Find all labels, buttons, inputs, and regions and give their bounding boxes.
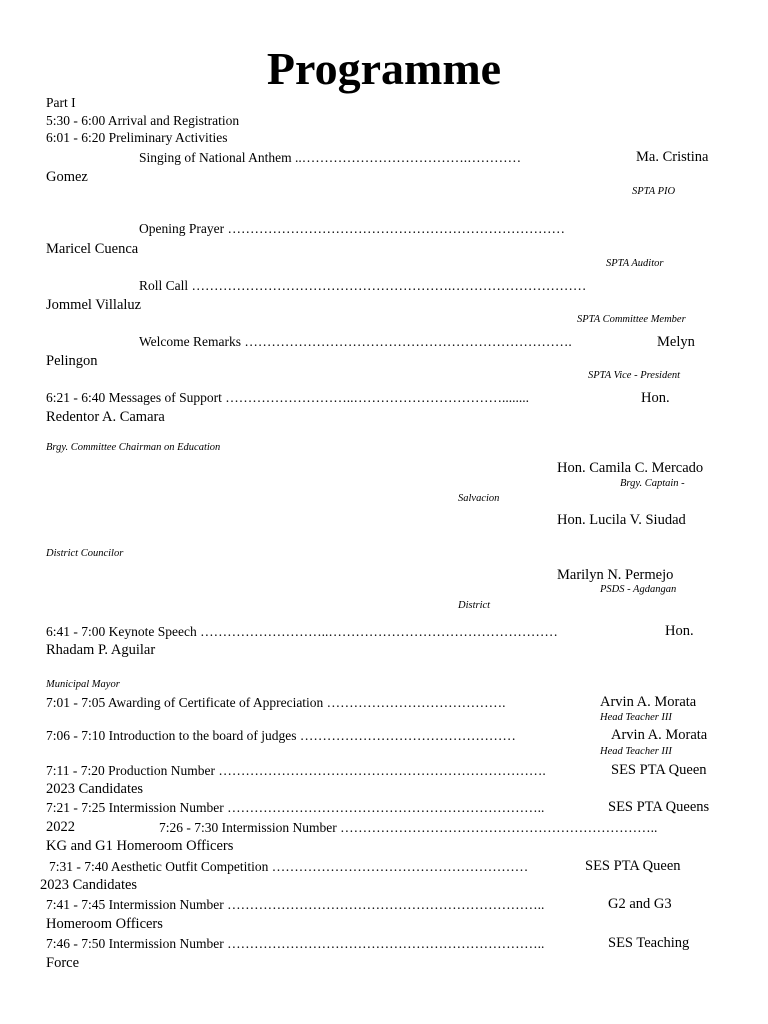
awarding-name: Arvin A. Morata — [600, 694, 697, 710]
rollcall-label: Roll Call ………………………………………………….………………………… — [139, 278, 587, 293]
intermission-2-label: 7:26 - 7:30 Intermission Number …………………………………………………………….. — [159, 820, 658, 835]
page-title: Programme — [266, 43, 502, 94]
keynote-name-cont: Rhadam P. Aguilar — [46, 642, 156, 658]
support-role-4-cont: District — [458, 600, 491, 611]
production-label: 7:11 - 7:20 Production Number ………………………………………………………………. — [46, 763, 546, 778]
production-name-cont: 2023 Candidates — [46, 781, 144, 797]
keynote-label: 6:41 - 7:00 Keynote Speech ………………………..…………………………………………… — [46, 624, 558, 639]
intermission-2-name: KG and G1 Homeroom Officers — [46, 838, 234, 854]
intermission-3-name: G2 and G3 — [608, 896, 672, 912]
prayer-label: Opening Prayer ………………………………………………………………… — [139, 221, 565, 236]
intro-role: Head Teacher III — [600, 746, 672, 757]
intermission-1-name-cont: 2022 — [46, 819, 75, 835]
prayer-role: SPTA Auditor — [606, 258, 664, 269]
awarding-role: Head Teacher III — [600, 712, 672, 723]
schedule-arrival: 5:30 - 6:00 Arrival and Registration — [46, 113, 240, 128]
support-name-cont: Redentor A. Camara — [46, 409, 165, 425]
anthem-label: Singing of National Anthem ..……………………………….………… — [139, 150, 522, 165]
support-role: Brgy. Committee Chairman on Education — [46, 442, 221, 453]
rollcall-name: Jommel Villaluz — [46, 297, 142, 313]
outfit-name: SES PTA Queen — [585, 858, 681, 874]
intermission-1-label: 7:21 - 7:25 Intermission Number …………………………………………………………….. — [46, 800, 545, 815]
anthem-role: SPTA PIO — [632, 186, 676, 197]
anthem-name-cont: Gomez — [46, 169, 88, 185]
support-name: Hon. — [641, 390, 670, 406]
intermission-4-name: SES Teaching — [608, 935, 690, 951]
support-role-2: Brgy. Captain - — [620, 478, 685, 489]
intro-name: Arvin A. Morata — [611, 727, 708, 743]
part-label: Part I — [46, 95, 76, 110]
intermission-4-name-cont: Force — [46, 955, 80, 971]
prayer-name: Maricel Cuenca — [46, 241, 139, 257]
support-name-2: Hon. Camila C. Mercado — [557, 460, 704, 476]
welcome-role: SPTA Vice - President — [588, 370, 681, 381]
welcome-name: Melyn — [657, 334, 695, 350]
keynote-name: Hon. — [665, 623, 694, 639]
support-name-4: Marilyn N. Permejo — [557, 567, 674, 583]
keynote-role: Municipal Mayor — [46, 679, 120, 690]
anthem-name: Ma. Cristina — [636, 149, 709, 165]
support-label: 6:21 - 6:40 Messages of Support ………………………..……………………………........ — [46, 390, 529, 405]
intermission-3-name-cont: Homeroom Officers — [46, 916, 163, 932]
outfit-name-cont: 2023 Candidates — [40, 877, 138, 893]
schedule-preliminary: 6:01 - 6:20 Preliminary Activities — [46, 130, 228, 145]
support-name-3: Hon. Lucila V. Siudad — [557, 512, 686, 528]
outfit-label: 7:31 - 7:40 Aesthetic Outfit Competition ………………………………………………… — [49, 859, 529, 874]
support-role-4: PSDS - Agdangan — [600, 584, 677, 595]
welcome-name-cont: Pelingon — [46, 353, 98, 369]
intermission-4-label: 7:46 - 7:50 Intermission Number …………………………………………………………….. — [46, 936, 545, 951]
awarding-label: 7:01 - 7:05 Awarding of Certificate of Appreciation …………………………………. — [46, 695, 506, 710]
intro-label: 7:06 - 7:10 Introduction to the board of judges ………………………………………… — [46, 728, 516, 743]
intermission-3-label: 7:41 - 7:45 Intermission Number …………………………………………………………….. — [46, 897, 545, 912]
support-role-3: District Councilor — [46, 548, 124, 559]
support-role-2-cont: Salvacion — [458, 493, 500, 504]
welcome-label: Welcome Remarks ………………………………………………………………. — [139, 334, 572, 349]
rollcall-role: SPTA Committee Member — [577, 314, 686, 325]
intermission-1-name: SES PTA Queens — [608, 799, 710, 815]
production-name: SES PTA Queen — [611, 762, 707, 778]
